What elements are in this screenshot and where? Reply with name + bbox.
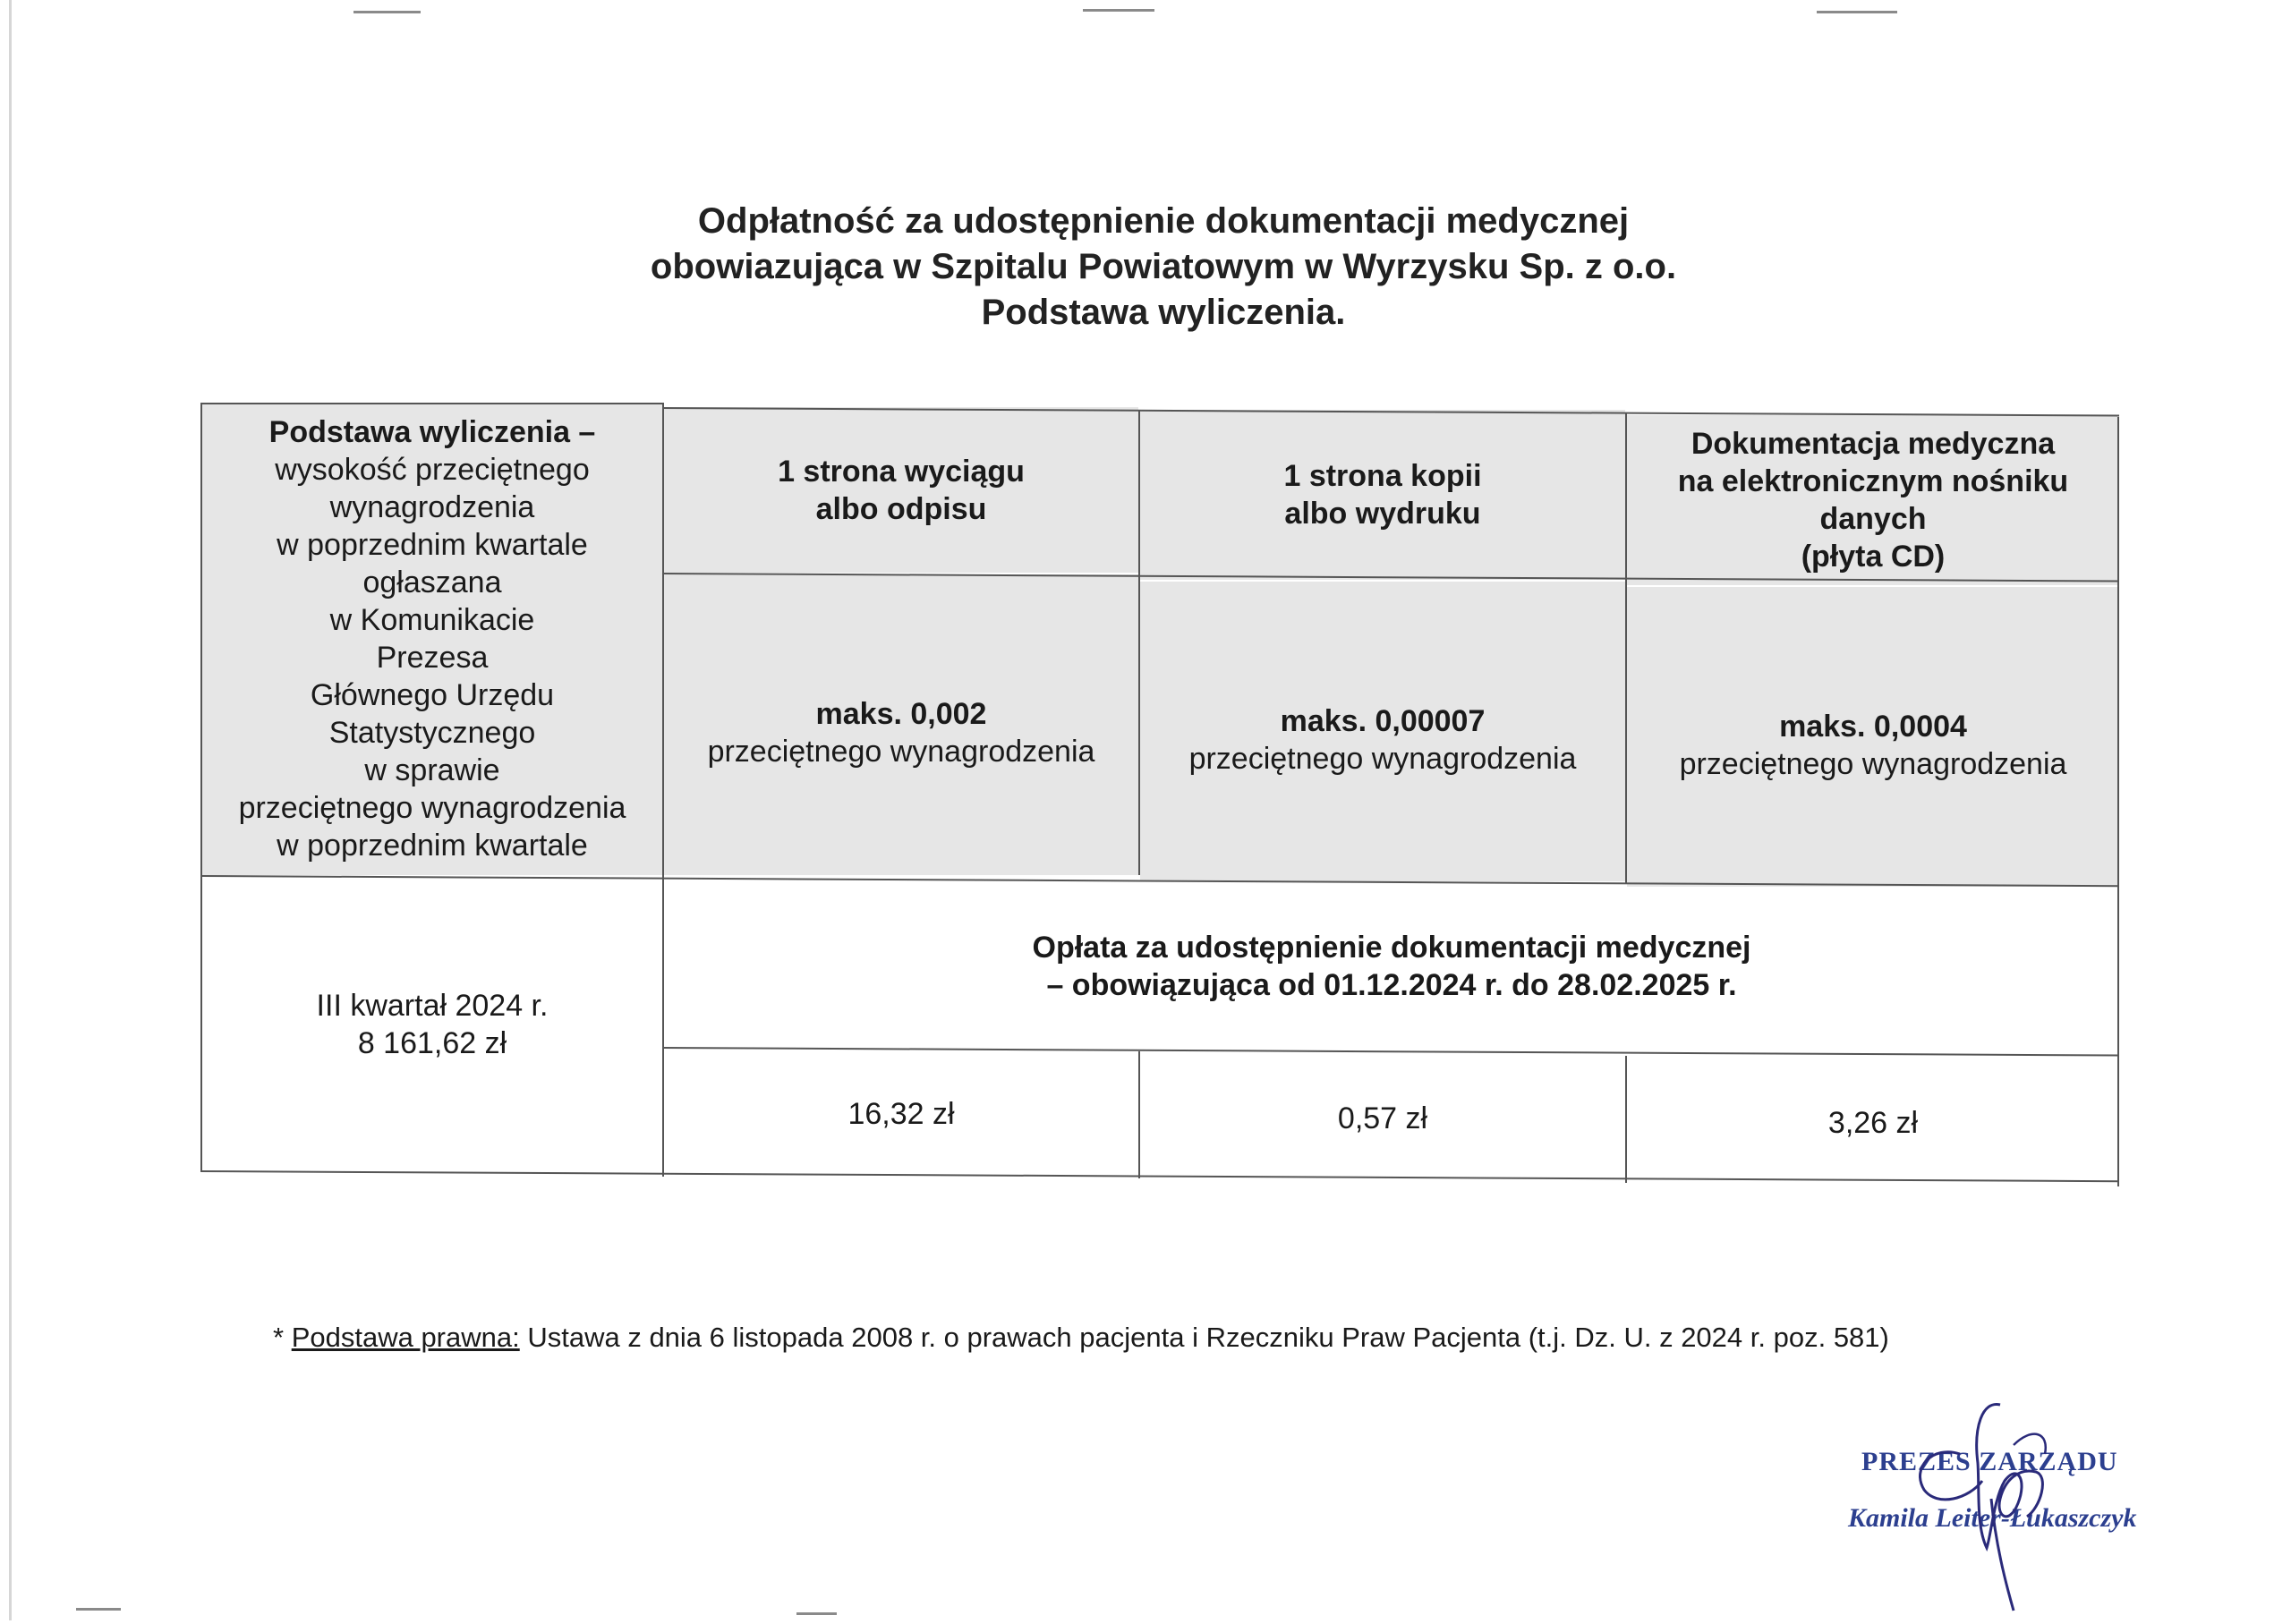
table-border [1625, 1056, 1627, 1183]
handwritten-signature [1826, 1391, 2175, 1624]
scan-mark [353, 11, 421, 13]
table-border [1138, 1051, 1140, 1178]
price-value: 16,32 zł [847, 1097, 955, 1131]
price-cell [1627, 1060, 2119, 1186]
rate-description: przeciętnego wynagrodzenia [707, 735, 1095, 769]
rate-value: maks. 0,002 [815, 697, 987, 731]
base-value-cell [202, 877, 662, 1172]
scan-mark [1083, 9, 1154, 12]
column-header-line: 1 strona kopii [1283, 459, 1482, 493]
rate-value: maks. 0,00007 [1280, 703, 1486, 738]
basis-header-line: wynagrodzenia [329, 490, 535, 524]
basis-header-line: Prezesa [376, 641, 489, 675]
basis-header-line: w poprzednim kwartale [277, 528, 588, 562]
scan-mark [796, 1612, 837, 1615]
page-edge [9, 0, 12, 1620]
table-border [1625, 413, 1627, 883]
column-header-line: 1 strona wyciągu [778, 454, 1025, 489]
stamp-role: PREZES ZARZĄDU [1861, 1447, 2118, 1476]
basis-header-line: w sprawie [364, 753, 500, 787]
president-stamp [1826, 1391, 2175, 1624]
base-amount: 8 161,62 zł [357, 1026, 507, 1060]
rate-description: przeciętnego wynagrodzenia [1188, 741, 1577, 776]
basis-header-line: Statystycznego [328, 716, 536, 750]
title-line: obowiazująca w Szpitalu Powiatowym w Wyrzysku Sp. z o.o. [650, 247, 1677, 286]
basis-header-line: w poprzednim kwartale [277, 829, 588, 863]
footnote-star: * [273, 1322, 292, 1353]
column-header-line: albo wydruku [1284, 497, 1481, 531]
scan-mark [1817, 11, 1897, 13]
column-header-line: (płyta CD) [1801, 540, 1946, 574]
basis-header-line: Głównego Urzędu [310, 678, 555, 712]
document-title [501, 199, 1826, 336]
fee-title-cell [664, 881, 2119, 1051]
column-header-line: albo odpisu [815, 491, 987, 526]
column-header-cell [1627, 415, 2119, 585]
basis-header-line: w Komunikacie [329, 603, 535, 637]
legal-basis-text: Ustawa z dnia 6 listopada 2008 r. o prawach pacjenta i Rzeczniku Praw Pacjenta (t.j. Dz. U. z 2024 r. poz. 581) [519, 1322, 1889, 1353]
column-header-line: na elektronicznym nośniku [1677, 464, 2069, 498]
title-line: Podstawa wyliczenia. [981, 293, 1346, 332]
price-cell [1140, 1056, 1625, 1181]
column-header-line: Dokumentacja medyczna [1691, 427, 2056, 461]
legal-basis-label: Podstawa prawna: [291, 1322, 520, 1353]
rate-cell [664, 574, 1138, 875]
table-border [662, 403, 664, 1177]
table-border [2117, 417, 2119, 1186]
basis-header-line: wysokość przeciętnego [275, 453, 590, 487]
table-border [202, 403, 662, 404]
basis-header-line: przeciętnego wynagrodzenia [238, 791, 626, 825]
legal-basis-footnote [273, 1320, 2108, 1356]
table-border [1138, 410, 1140, 875]
column-header-cell [1140, 410, 1625, 580]
scan-mark [76, 1608, 121, 1611]
title-line: Odpłatność za udostępnienie dokumentacji medycznej [697, 201, 1630, 241]
price-value: 0,57 zł [1337, 1101, 1428, 1135]
basis-header-cell [202, 403, 662, 875]
base-period: III kwartał 2024 r. [316, 989, 549, 1023]
rate-description: przeciętnego wynagrodzenia [1679, 746, 2067, 781]
stamp-name: Kamila Leiter-Łukaszczyk [1848, 1503, 2137, 1533]
rate-cell [1140, 582, 1625, 881]
price-value: 3,26 zł [1827, 1106, 1919, 1140]
fee-title-line: – obowiązująca od 01.12.2024 r. do 28.02.2025 r. [1046, 968, 1737, 1002]
basis-header-line: ogłaszana [362, 565, 502, 599]
price-cell [664, 1051, 1138, 1177]
basis-header-bold: Podstawa wyliczenia – [268, 415, 596, 449]
fee-title-line: Opłata za udostępnienie dokumentacji medycznej [1032, 931, 1751, 965]
table-border [200, 403, 202, 1172]
rate-cell [1627, 587, 2119, 887]
rate-value: maks. 0,0004 [1779, 709, 1967, 744]
column-header-line: danych [1819, 502, 1927, 536]
column-header-cell [664, 407, 1138, 573]
